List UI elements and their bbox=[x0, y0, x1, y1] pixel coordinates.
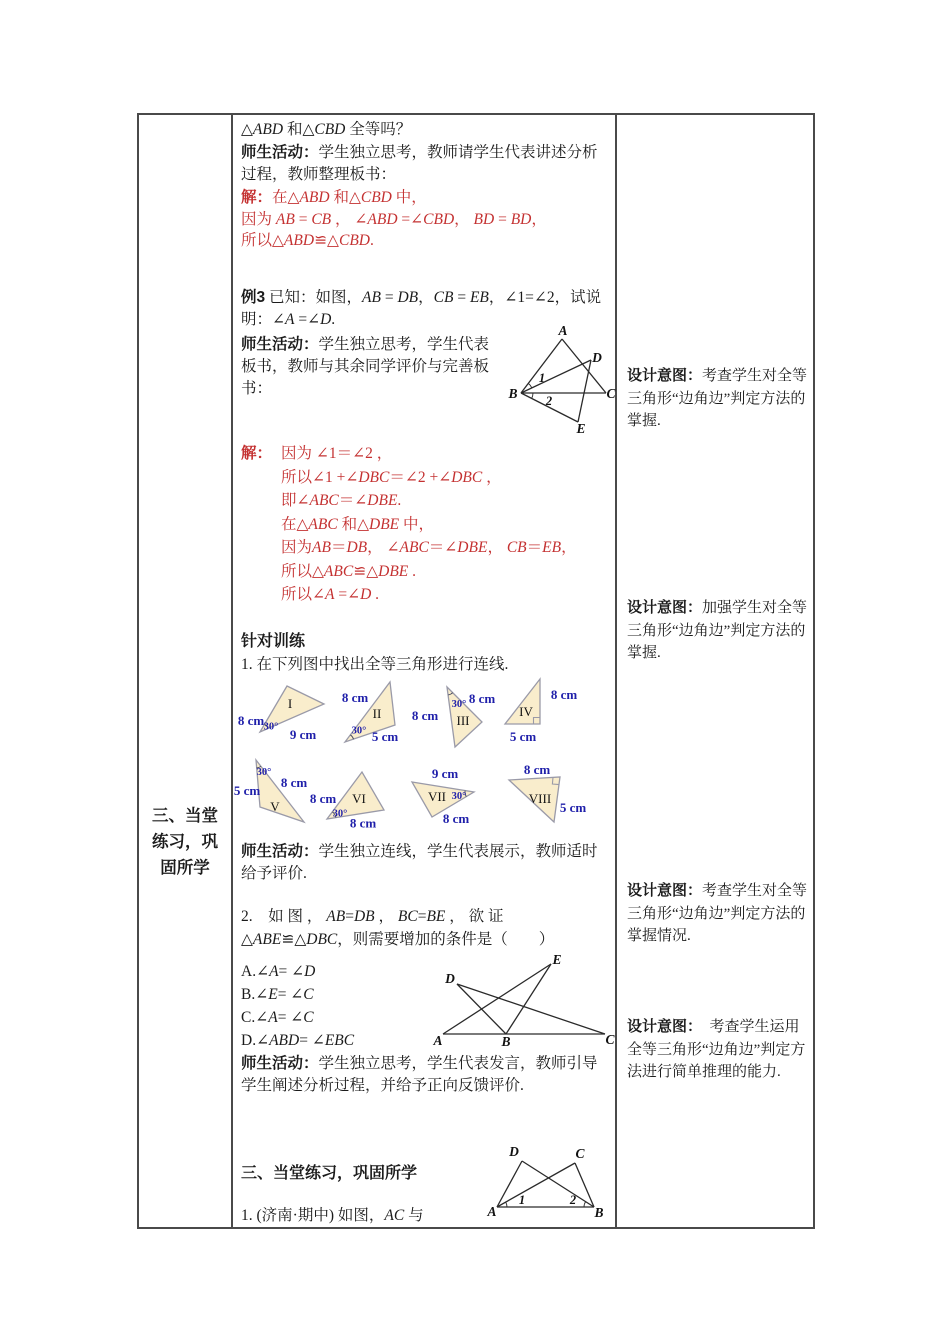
activity-1-label: 师生活动： bbox=[241, 144, 319, 161]
side-length-label: 5 cm bbox=[233, 783, 261, 798]
vertex-label-d: D bbox=[509, 1144, 519, 1159]
angle-degree-label: 30° bbox=[451, 699, 467, 710]
triangle-numeral-label: VII bbox=[427, 789, 447, 804]
solution-line: 所以∠A =∠D . bbox=[281, 586, 380, 603]
solution-1 bbox=[241, 187, 607, 252]
solution-1-line2: 因为 AB = CB ， ∠ABD =∠CBD， BD = BD， bbox=[241, 210, 547, 228]
side-length-label: 8 cm bbox=[411, 708, 439, 723]
side-length-label: 8 cm bbox=[468, 691, 496, 706]
activity-1 bbox=[241, 142, 607, 186]
stage-title: 三、当堂练习，巩固所学 bbox=[152, 807, 218, 877]
solution-line: 所以△ABC≌△DBE . bbox=[281, 562, 417, 580]
option-c: C.∠A= ∠C bbox=[241, 1009, 314, 1026]
question-2-line1: 2. 如 图 ， AB=DB ， BC=BE ， 欲 证 bbox=[241, 908, 504, 925]
angle-degree-label: 30° bbox=[332, 808, 348, 820]
triangle-numeral-label: VIII bbox=[528, 791, 552, 806]
solution-line: 即∠ABC＝∠DBE. bbox=[281, 492, 402, 509]
solution-1-line1: 解：在△ABD 和△CBD 中， bbox=[241, 189, 427, 206]
solution-line: 在△ABC 和△DBE 中， bbox=[281, 515, 435, 533]
angle-label-1: 1 bbox=[518, 1193, 526, 1207]
side-length-label: 9 cm bbox=[431, 766, 459, 781]
practice-figure bbox=[487, 1143, 615, 1233]
vertex-label-a: A bbox=[433, 1033, 443, 1048]
star-figure bbox=[429, 952, 619, 1052]
design-intent-note-2: 设计意图：加强学生对全等三角形“边角边”判定方法的掌握. bbox=[627, 599, 808, 661]
section-3-q1: 1. (济南·期中) 如图，AC 与 bbox=[241, 1207, 424, 1224]
triangle-numeral-label: VI bbox=[352, 791, 366, 806]
side-length-label: 5 cm bbox=[371, 729, 399, 744]
solution-line: 所以∠1 +∠DBC＝∠2 +∠DBC ， bbox=[281, 468, 502, 486]
angle-degree-label: 30° bbox=[263, 721, 279, 733]
question-abd-cbd: △ABD 和△CBD 全等吗？ bbox=[241, 121, 412, 138]
solution-1-line3: 所以△ABD≌△CBD. bbox=[241, 232, 374, 249]
stage-column bbox=[139, 115, 233, 1227]
example-3-activity: 师生活动：学生独立思考，学生代表板书，教师与其余同学评价与完善板书： bbox=[241, 336, 490, 397]
angle-label-2: 2 bbox=[545, 394, 553, 408]
side-length-label: 8 cm bbox=[237, 713, 265, 728]
design-intent-column bbox=[617, 115, 813, 1227]
triangle-matching-figure bbox=[235, 674, 603, 840]
angle-degree-label: 30° bbox=[256, 767, 272, 778]
example3-figure bbox=[495, 324, 617, 442]
side-length-label: 8 cm bbox=[309, 791, 337, 806]
vertex-label-c: C bbox=[575, 1146, 585, 1161]
activity-1-text: 学生独立思考，教师请学生代表讲述分析过程，教师整理板书： bbox=[241, 144, 598, 183]
training-activity: 师生活动：学生独立连线，学生代表展示，教师适时给予评价. bbox=[241, 843, 598, 882]
solution-line: 因为AB＝DB， ∠ABC＝∠DBE， CB＝EB， bbox=[281, 539, 577, 556]
option-d: D.∠ABD= ∠EBC bbox=[241, 1032, 355, 1049]
angle-degree-label: 30° bbox=[351, 725, 367, 737]
triangle-numeral-label: II bbox=[372, 706, 382, 721]
side-length-label: 8 cm bbox=[442, 811, 470, 826]
triangle-numeral-label: V bbox=[270, 799, 280, 814]
design-intent-note-4: 设计意图： 考查学生运用全等三角形“边角边”判定方法进行简单推理的能力. bbox=[627, 1018, 806, 1080]
design-intent-note-3: 设计意图：考查学生对全等三角形“边角边”判定方法的掌握情况. bbox=[627, 882, 808, 944]
triangle-numeral-label: III bbox=[456, 713, 470, 728]
question-2-activity: 师生活动：学生独立思考，学生代表发言，教师引导学生阐述分析过程，并给予正向反馈评价. bbox=[241, 1055, 598, 1094]
vertex-label-d: D bbox=[445, 971, 455, 986]
vertex-label-c: C bbox=[606, 386, 616, 401]
design-intent-note-1: 设计意图：考查学生对全等三角形“边角边”判定方法的掌握. bbox=[627, 367, 808, 429]
triangle-numeral-label: IV bbox=[519, 704, 533, 719]
section-3-title: 三、当堂练习，巩固所学 bbox=[241, 1165, 418, 1182]
training-q1: 1. 在下列图中找出全等三角形进行连线. bbox=[241, 656, 509, 673]
side-length-label: 8 cm bbox=[523, 762, 551, 777]
lesson-plan-table bbox=[137, 113, 815, 1229]
example-3-text: 已知：如图，AB = DB，CB = EB，∠1=∠2，试说明：∠A =∠D. bbox=[241, 289, 602, 328]
question-2-line2: △ABE≌△DBC，则需要增加的条件是（ ） bbox=[241, 931, 555, 948]
training-title: 针对训练 bbox=[241, 633, 306, 650]
vertex-label-a: A bbox=[487, 1204, 497, 1219]
example-3-solution bbox=[241, 442, 607, 607]
vertex-label-e: E bbox=[552, 952, 562, 967]
triangle-numeral-label: I bbox=[287, 696, 293, 711]
side-length-label: 5 cm bbox=[559, 800, 587, 815]
solution-line: 因为 ∠1＝∠2 ， bbox=[281, 445, 393, 462]
angle-label-2: 2 bbox=[569, 1193, 577, 1207]
example-3-label: 例3 bbox=[241, 289, 266, 306]
angle-label-1: 1 bbox=[538, 371, 546, 385]
question-2 bbox=[241, 905, 607, 951]
content-column bbox=[233, 115, 617, 1227]
vertex-label-d: D bbox=[592, 350, 602, 365]
vertex-label-c: C bbox=[605, 1032, 615, 1047]
question-2-options bbox=[241, 960, 431, 1052]
side-length-label: 8 cm bbox=[550, 687, 578, 702]
vertex-label-b: B bbox=[501, 1034, 511, 1049]
side-length-label: 8 cm bbox=[341, 690, 369, 705]
vertex-label-a: A bbox=[558, 323, 568, 338]
side-length-label: 8 cm bbox=[349, 815, 377, 831]
side-length-label: 9 cm bbox=[289, 727, 317, 742]
angle-degree-label: 30° bbox=[451, 791, 467, 802]
vertex-label-e: E bbox=[576, 421, 586, 436]
option-b: B.∠E= ∠C bbox=[241, 986, 314, 1003]
option-a: A.∠A= ∠D bbox=[241, 963, 316, 980]
vertex-label-b: B bbox=[508, 386, 518, 401]
side-length-label: 5 cm bbox=[509, 729, 537, 744]
vertex-label-b: B bbox=[594, 1205, 604, 1220]
side-length-label: 8 cm bbox=[280, 775, 308, 790]
solution-label: 解： bbox=[241, 445, 273, 462]
solution-lines bbox=[281, 442, 577, 607]
